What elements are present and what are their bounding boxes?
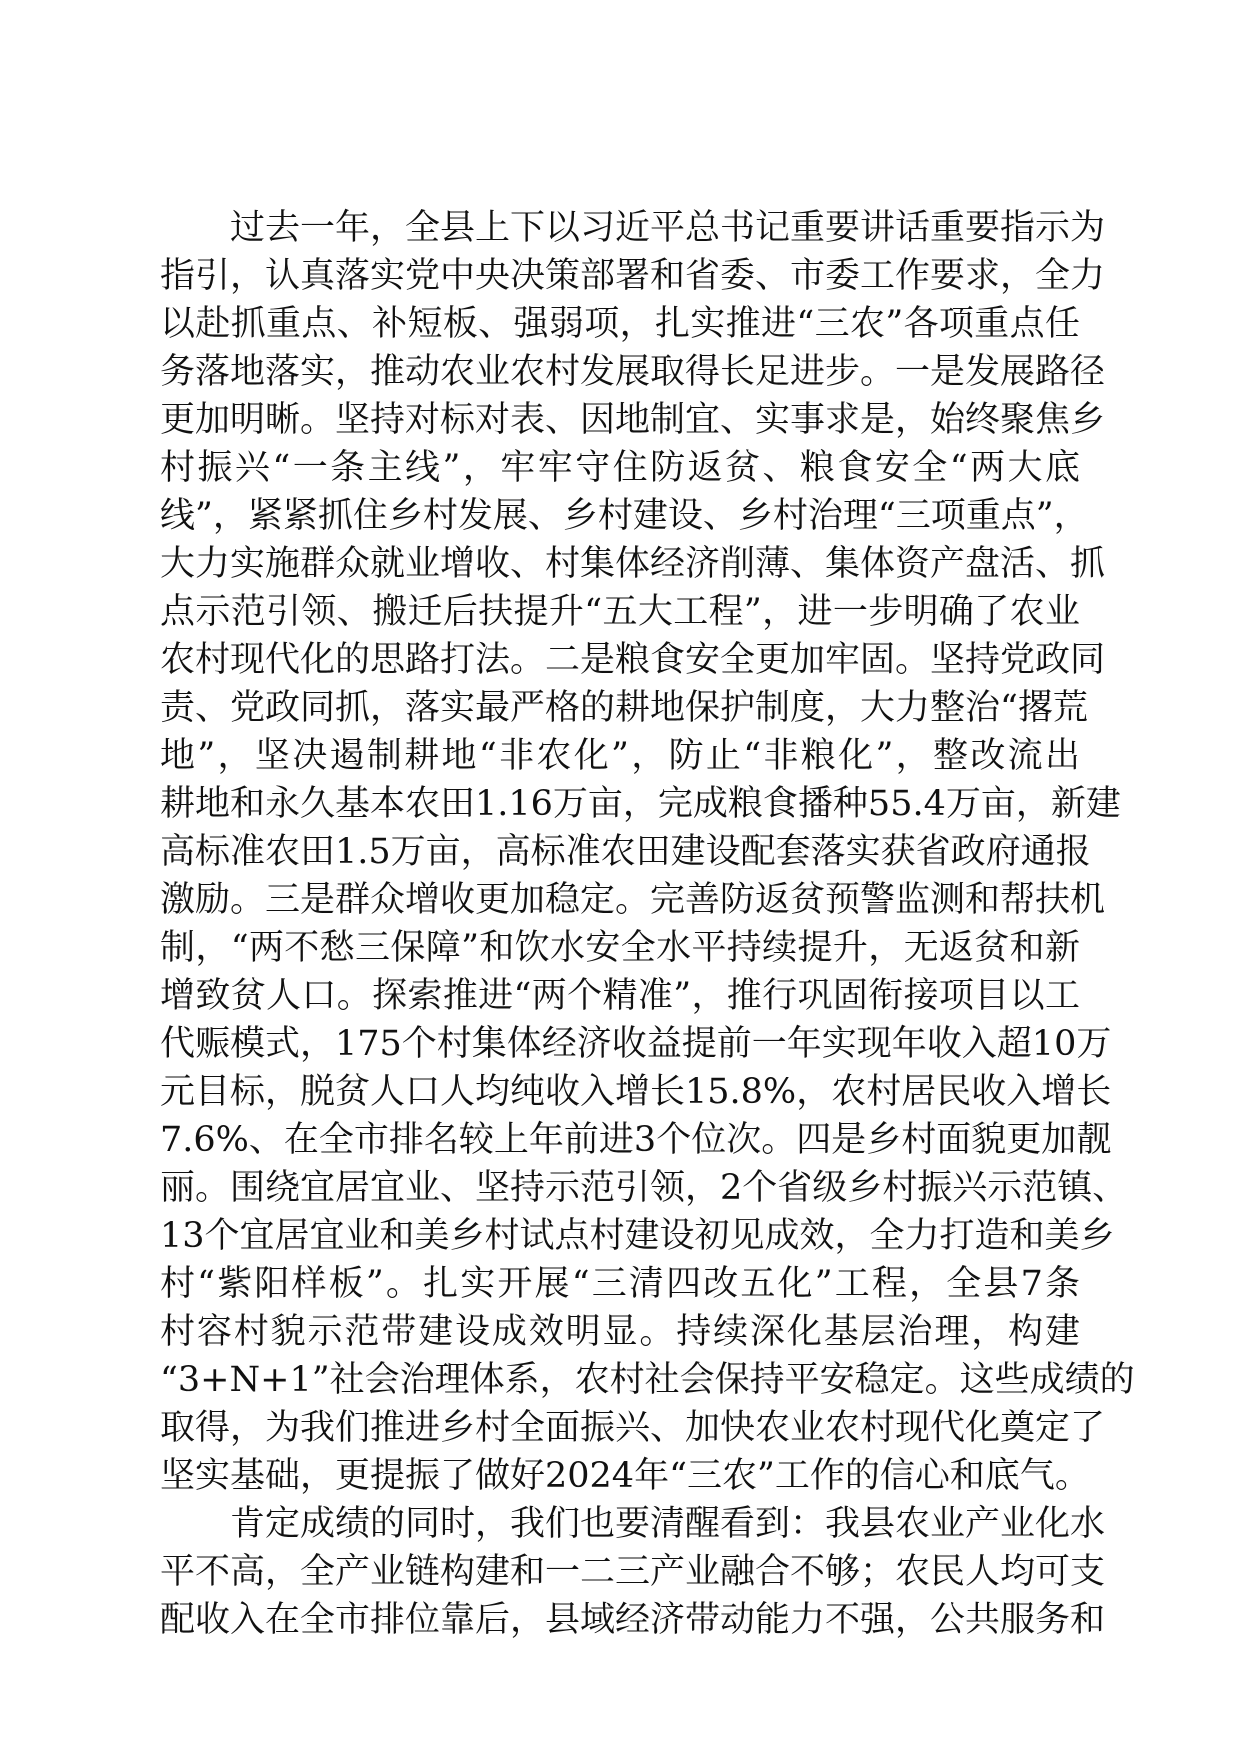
text-line: 耕地和永久基本农田1.16万亩，完成粮食播种55.4万亩，新建 bbox=[160, 784, 1121, 824]
text-line: 肯定成绩的同时，我们也要清醒看到：我县农业产业化水 bbox=[230, 1504, 1106, 1544]
text-line: 村“紫阳样板”。扎实开展“三清四改五化”工程，全县7条 bbox=[160, 1264, 1080, 1304]
text-line: 平不高，全产业链构建和一二三产业融合不够；农民人均可支 bbox=[160, 1552, 1106, 1592]
text-line: 元目标，脱贫人口人均纯收入增长15.8%，农村居民收入增长 bbox=[160, 1072, 1112, 1112]
text-line: 代赈模式，175个村集体经济收益提前一年实现年收入超10万 bbox=[160, 1024, 1112, 1064]
text-line: 过去一年，全县上下以习近平总书记重要讲话重要指示为 bbox=[230, 208, 1106, 248]
text-line: 村振兴“一条主线”，牢牢守住防返贫、粮食安全“两大底 bbox=[160, 448, 1080, 488]
paragraph-shortcomings bbox=[160, 1500, 1106, 1644]
text-line: 大力实施群众就业增收、村集体经济削薄、集体资产盘活、抓 bbox=[160, 544, 1106, 584]
paragraph-achievements bbox=[160, 204, 1135, 1500]
text-line: 责、党政同抓，落实最严格的耕地保护制度，大力整治“撂荒 bbox=[160, 688, 1088, 728]
text-line: 指引，认真落实党中央决策部署和省委、市委工作要求，全力 bbox=[160, 256, 1106, 296]
text-line: 务落地落实，推动农业农村发展取得长足进步。一是发展路径 bbox=[160, 352, 1106, 392]
document-body bbox=[160, 204, 1135, 1644]
text-line: 取得，为我们推进乡村全面振兴、加快农业农村现代化奠定了 bbox=[160, 1408, 1106, 1448]
text-line: 高标准农田1.5万亩，高标准农田建设配套落实获省政府通报 bbox=[160, 832, 1091, 872]
text-line: 农村现代化的思路打法。二是粮食安全更加牢固。坚持党政同 bbox=[160, 640, 1106, 680]
text-line: 以赴抓重点、补短板、强弱项，扎实推进“三农”各项重点任 bbox=[160, 304, 1080, 344]
text-line: 丽。围绕宜居宜业、坚持示范引领，2个省级乡村振兴示范镇、 bbox=[160, 1168, 1128, 1208]
text-line: 配收入在全市排位靠后，县域经济带动能力不强，公共服务和 bbox=[160, 1600, 1106, 1640]
text-line: 点示范引领、搬迁后扶提升“五大工程”，进一步明确了农业 bbox=[160, 592, 1080, 632]
text-line: 13个宜居宜业和美乡村试点村建设初见成效，全力打造和美乡 bbox=[160, 1216, 1115, 1256]
text-line: 增致贫人口。探索推进“两个精准”，推行巩固衔接项目以工 bbox=[160, 976, 1080, 1016]
text-line: 更加明晰。坚持对标对表、因地制宜、实事求是，始终聚焦乡 bbox=[160, 400, 1106, 440]
text-line: 村容村貌示范带建设成效明显。持续深化基层治理，构建 bbox=[160, 1312, 1080, 1352]
text-line: “3+N+1”社会治理体系，农村社会保持平安稳定。这些成绩的 bbox=[160, 1360, 1135, 1400]
text-line: 坚实基础，更提振了做好2024年“三农”工作的信心和底气。 bbox=[160, 1456, 1090, 1496]
text-line: 激励。三是群众增收更加稳定。完善防返贫预警监测和帮扶机 bbox=[160, 880, 1106, 920]
text-line: 7.6%、在全市排名较上年前进3个位次。四是乡村面貌更加靓 bbox=[160, 1120, 1112, 1160]
text-line: 地”，坚决遏制耕地“非农化”，防止“非粮化”，整改流出 bbox=[160, 736, 1080, 776]
text-line: 制，“两不愁三保障”和饮水安全水平持续提升，无返贫和新 bbox=[160, 928, 1080, 968]
text-line: 线”，紧紧抓住乡村发展、乡村建设、乡村治理“三项重点”， bbox=[160, 496, 1089, 536]
